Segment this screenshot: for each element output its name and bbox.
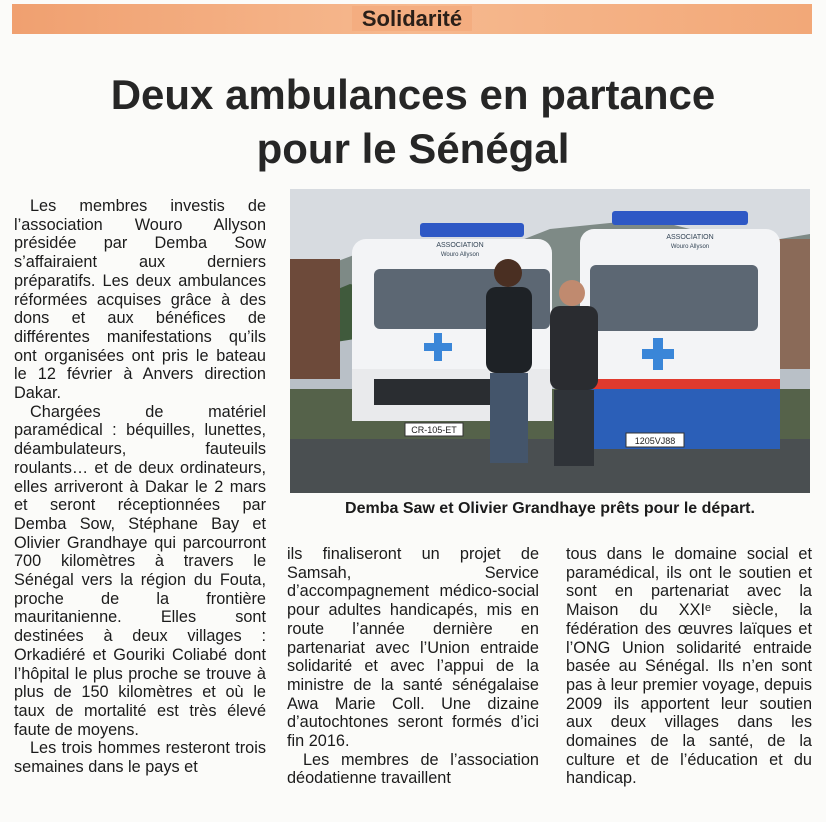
ambulances-photo bbox=[290, 189, 810, 493]
person-left bbox=[486, 259, 532, 463]
paragraph: Les membres investis de l’association Wouro Allyson présidée par Demba Sow s’affairaient aux derniers préparatifs. Les deux ambulances réformées acquises grâce à des dons et aux bénéfices de différentes manifestations qu’ils ont organisées ont pris le bateau le 12 février à Anvers direction Dakar. bbox=[14, 197, 266, 403]
headline-line-1: Deux ambulances en partance bbox=[110, 71, 716, 118]
article-column-2 bbox=[287, 545, 539, 788]
van-right-sign-2: Wouro Allyson bbox=[670, 244, 710, 250]
van-left-sign: ASSOCIATION bbox=[436, 242, 484, 249]
plate-left: CR-105-ET bbox=[411, 425, 457, 435]
headline-line-2: pour le Sénégal bbox=[256, 125, 570, 172]
article-column-3 bbox=[566, 545, 812, 788]
article-photo bbox=[290, 189, 810, 493]
van-right-sign: ASSOCIATION bbox=[666, 234, 714, 241]
paragraph: Chargées de matériel paramédical : béquilles, lunettes, déambulateurs, fauteuils roulants… et de deux ordinateurs, elles arriveront à Dakar le 2 mars et seront réceptionnées par Demba Sow, Stéphane Bay et Olivier Grandhaye qui parcourront 700 kilomètres à travers le Sénégal vers la région du Fouta, proche de la frontière mauritanienne. Elles sont destinées à deux villages : Orkadiéré et Gouriki Coliabé dont l’hôpital le plus proche se trouve à plus de 150 kilomètres et où le taux de mortalité est très élevé faute de moyens. bbox=[14, 402, 266, 739]
van-left-sign-2: Wouro Allyson bbox=[440, 252, 480, 258]
photo-caption: Demba Saw et Olivier Grandhaye prêts pour le départ. bbox=[345, 500, 755, 517]
article-column-1 bbox=[14, 197, 266, 777]
plate-right: 1205VJ88 bbox=[634, 436, 676, 446]
ambulance-right bbox=[580, 211, 780, 449]
person-right bbox=[550, 280, 598, 466]
headline bbox=[20, 68, 806, 176]
section-header-band bbox=[12, 4, 812, 34]
paragraph: Les trois hommes resteront trois semaines dans le pays et bbox=[14, 739, 266, 777]
paragraph: ils finaliseront un projet de Samsah, Service d’accompagnement médico-social pour adultes handicapés, mis en route l’année dernière en partenariat avec l’Union entraide solidarité et avec l’appui de la ministre de la santé sénégalaise Awa Marie Coll. Une dizaine d’autochtones seront formés d’ici fin 2016. bbox=[287, 545, 539, 751]
paragraph: tous dans le domaine social et paramédical, ils ont le soutien et sont en partenariat avec la Maison du XXIᵉ siècle, la fédération des œuvres laïques et l’ONG Union solidarité entraide basée au Sénégal. Ils n’en sont pas à leur premier voyage, depuis 2009 ils apportent leur soutien aux deux villages dans les domaines de la santé, de la culture et de l’éducation et du handicap. bbox=[566, 545, 812, 788]
section-label: Solidarité bbox=[352, 6, 472, 31]
paragraph: Les membres de l’association déodatienne travaillent bbox=[287, 750, 539, 788]
